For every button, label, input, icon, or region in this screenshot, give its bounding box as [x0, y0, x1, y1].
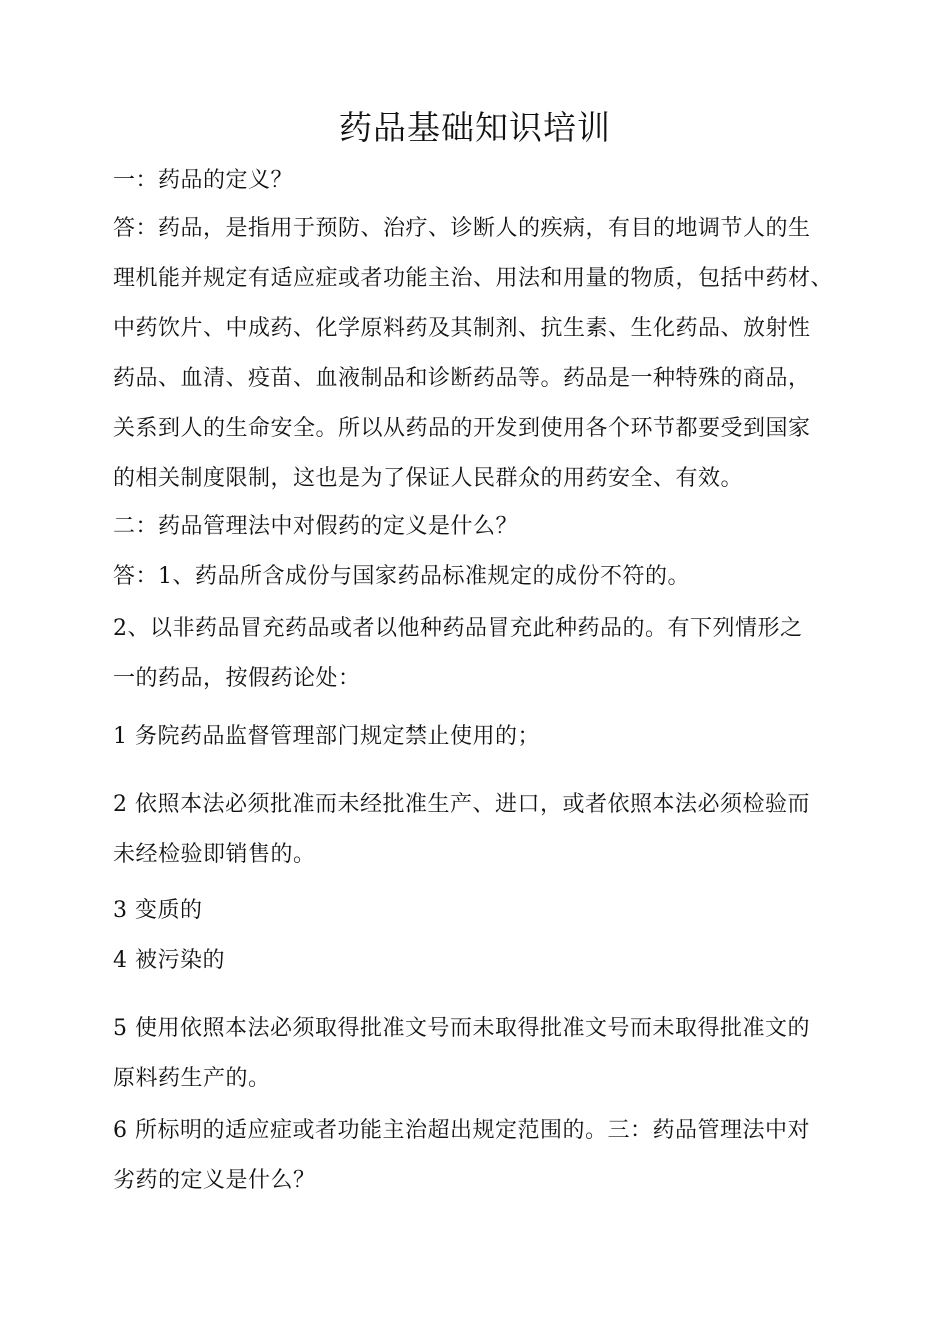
list-item-2-line-2: 未经检验即销售的。 [113, 842, 316, 867]
answer-1-line-6: 的相关制度限制，这也是为了保证人民群众的用药安全、有效。 [113, 466, 744, 491]
list-item-6-line-2: 劣药的定义是什么？ [113, 1168, 316, 1193]
list-item-3: 3 变质的 [113, 898, 203, 923]
answer-2-item-2-line-1: 2、以非药品冒充药品或者以他种药品冒充此种药品的。有下列情形之 [113, 616, 803, 641]
list-item-6-line-1: 6 所标明的适应症或者功能主治超出规定范围的。三：药品管理法中对 [113, 1118, 810, 1143]
answer-1-line-1: 答：药品，是指用于预防、治疗、诊断人的疾病，有目的地调节人的生 [113, 216, 811, 241]
answer-1-line-3: 中药饮片、中成药、化学原料药及其制剂、抗生素、生化药品、放射性 [113, 316, 811, 341]
list-item-1: 1 务院药品监督管理部门规定禁止使用的； [113, 724, 540, 749]
answer-1-line-4: 药品、血清、疫苗、血液制品和诊断药品等。药品是一种特殊的商品， [113, 366, 811, 391]
answer-1-line-2: 理机能并规定有适应症或者功能主治、用法和用量的物质，包括中药材、 [113, 266, 834, 291]
answer-1-line-5: 关系到人的生命安全。所以从药品的开发到使用各个环节都要受到国家 [113, 416, 811, 441]
question-2-heading: 二：药品管理法中对假药的定义是什么？ [113, 514, 519, 539]
list-item-2-line-1: 2 依照本法必须批准而未经批准生产、进口，或者依照本法必须检验而 [113, 792, 810, 817]
question-1-heading: 一：药品的定义？ [113, 168, 294, 193]
list-item-5-line-1: 5 使用依照本法必须取得批准文号而未取得批准文号而未取得批准文的 [113, 1016, 810, 1041]
document-title: 药品基础知识培训 [339, 108, 611, 147]
answer-2-item-1: 答：1、药品所含成份与国家药品标准规定的成份不符的。 [113, 564, 690, 589]
answer-2-item-2-line-2: 一的药品，按假药论处： [113, 666, 361, 691]
list-item-5-line-2: 原料药生产的。 [113, 1066, 271, 1091]
list-item-4: 4 被污染的 [113, 948, 225, 973]
